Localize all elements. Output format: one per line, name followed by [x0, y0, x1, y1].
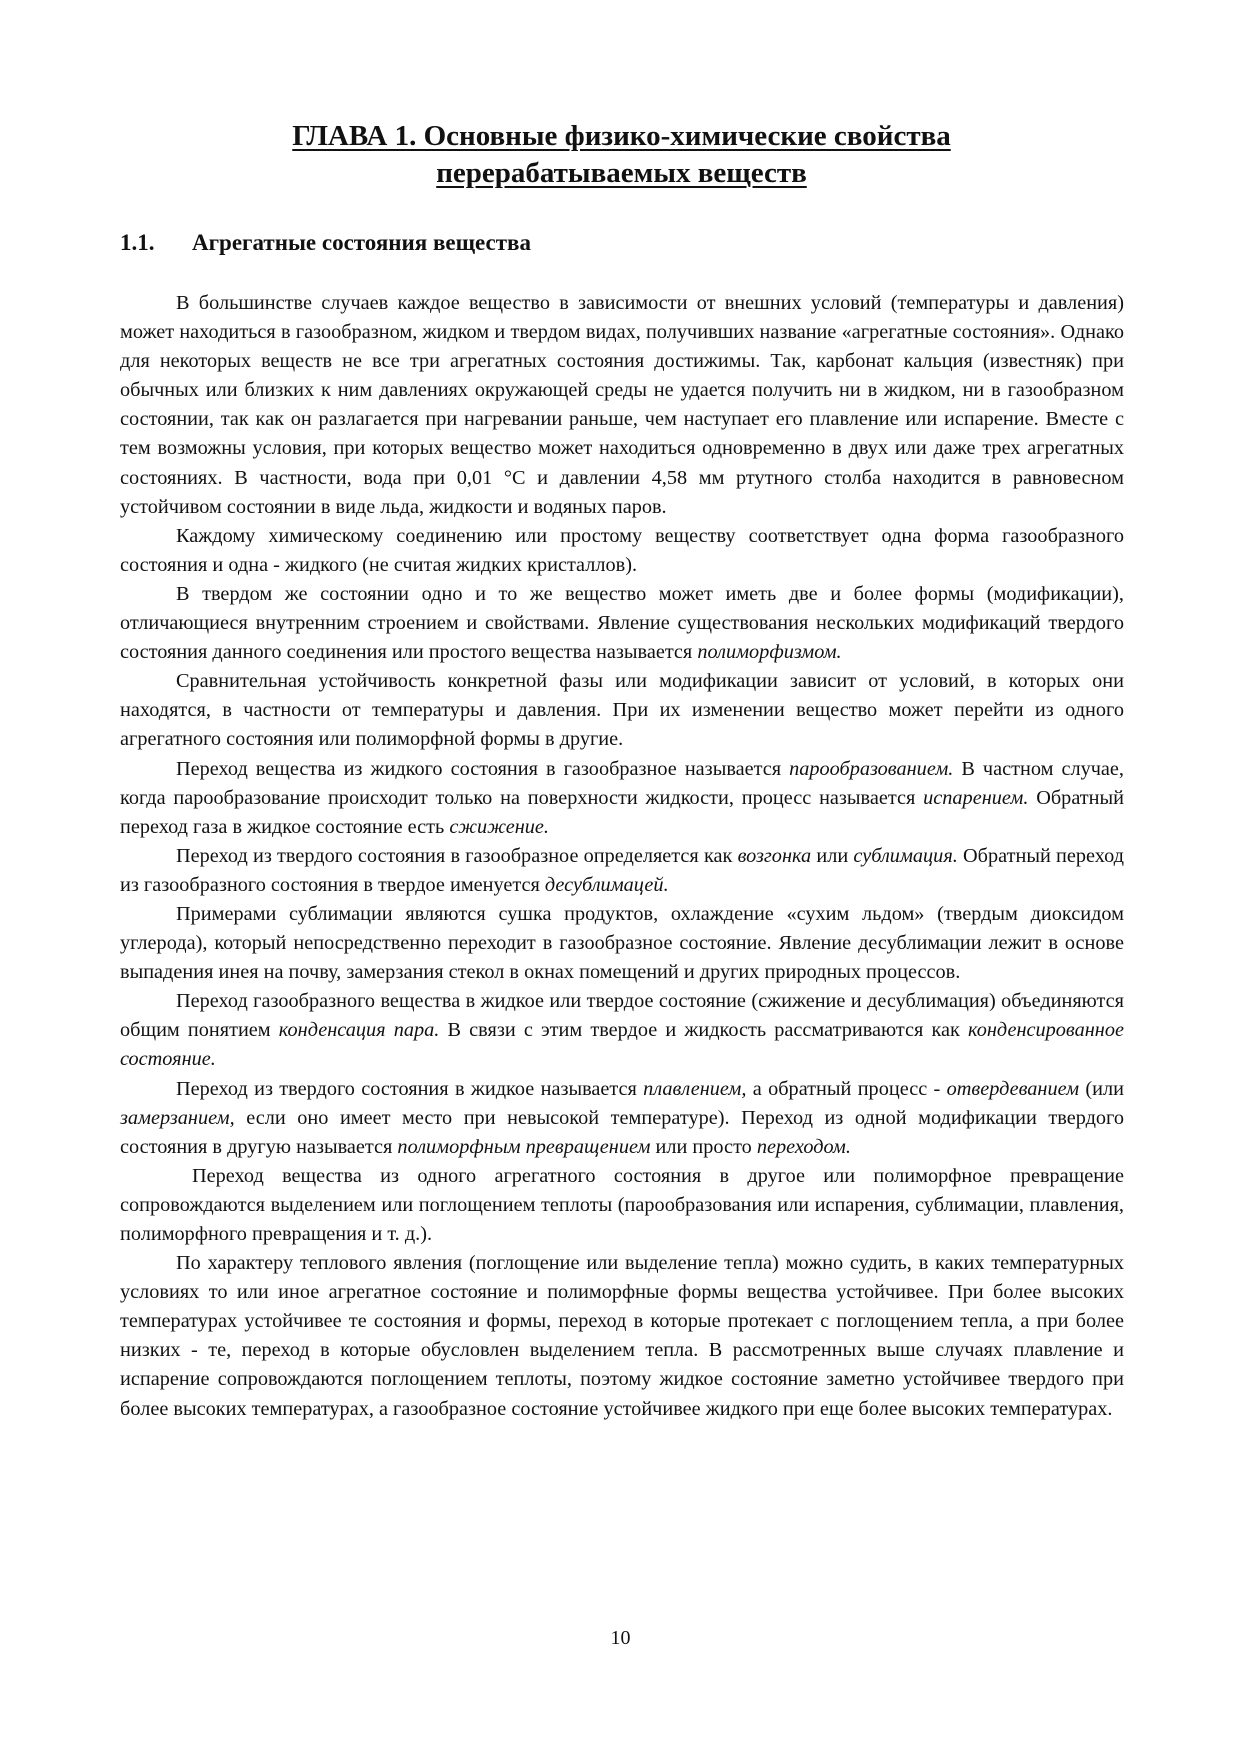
term-polymorphism: полиморфизмом. [697, 641, 842, 664]
paragraph-text: или [811, 844, 854, 867]
body-text [120, 289, 1124, 1424]
term-desublimation: десублимацей. [544, 873, 669, 896]
paragraph-text: а обратный процесс - [746, 1077, 947, 1100]
chapter-title [120, 118, 1123, 192]
term-evaporation: испарением. [923, 786, 1029, 809]
paragraph-8 [120, 987, 1124, 1074]
term-solidification: отвердеванием [946, 1077, 1080, 1100]
section-heading [120, 228, 531, 258]
section-title: Агрегатные состояния вещества [192, 230, 531, 255]
section-number: 1.1. [120, 230, 155, 255]
term-transition: переходом. [756, 1135, 851, 1158]
paragraph-text: В связи с этим твердое и жидкость рассматриваются как [439, 1019, 969, 1042]
paragraph-4: Сравнительная устойчивость конкретной фазы или модификации зависит от условий, в которых они находятся, в частности от температуры и давления. При их изменении вещество может перейти из одного агрегатного состояния или полиморфной формы в другие. [120, 670, 1124, 751]
paragraph-text: Обратный переход из газообразного состояния в твердое именуется [120, 844, 1125, 896]
term-condensed-state: конденсированное состояние. [120, 1019, 1124, 1071]
term-liquefaction: сжижение. [449, 815, 549, 838]
paragraph-10: Переход вещества из одного агрегатного состояния в другое или полиморфное превращение сопровождаются выделением или поглощением теплоты (парообразования или испарения, сублимации, плавления, полиморфного превращения и т. д.). [120, 1164, 1124, 1245]
term-sublimation-ru: возгонка [737, 844, 812, 867]
page-number: 10 [610, 1627, 631, 1649]
paragraph-11: По характеру теплового явления (поглощение или выделение тепла) можно судить, в каких температурных условиях то или иное агрегатное состояние и полиморфные формы вещества устойчивее. При более высоких температурах устойчивее те состояния и формы, переход в которые протекает с поглощением тепла, а при более низких - те, переход в которые обусловлен выделением тепла. В рассмотренных выше случаях плавление и испарение сопровождаются поглощением теплоты, поэтому жидкое состояние заметно устойчивее твердого при более высоких температурах, а газообразное состояние устойчивее жидкого при еще более высоких температурах. [120, 1252, 1124, 1420]
paragraph-7: Примерами сублимации являются сушка продуктов, охлаждение «сухим льдом» (твердым диоксидом углерода), который непосредственно переходит в газообразное состояние. Явление десублимации лежит в основе выпадения инея на почву, замерзания стекол в окнах помещений и других природных процессов. [120, 902, 1124, 984]
paragraph-text: Переход вещества из жидкого состояния в газообразное называется [176, 757, 790, 780]
paragraph-3 [120, 580, 1124, 667]
paragraph-2: Каждому химическому соединению или простому веществу соответствует одна форма газообразного состояния и одна - жидкого (не считая жидких кристаллов). [120, 524, 1124, 576]
paragraph-text: В твердом же состоянии одно и то же вещество может иметь две и более формы (модификации), отличающиеся внутренним строением и свойствами. Явление существования нескольких модификаций твердого состояния данного соединения или простого вещества называется [120, 582, 1124, 664]
paragraph-text: если оно имеет место при невысокой температуре). Переход из одной модификации твердого состояния в другую называется [120, 1106, 1124, 1158]
chapter-title-line-2: перерабатываемых веществ [436, 157, 807, 189]
term-freezing: замерзанием, [120, 1106, 235, 1129]
paragraph-text: (или [1079, 1077, 1124, 1100]
paragraph-9 [120, 1075, 1124, 1162]
paragraph-5 [120, 755, 1124, 842]
paragraph-text: В частном случае, когда парообразование происходит только на поверхности жидкости, процесс называется [120, 757, 1124, 809]
paragraph-text: Переход из твердого состояния в жидкое называется [176, 1077, 644, 1100]
paragraph-1: В большинстве случаев каждое вещество в зависимости от внешних условий (температуры и давления) может находиться в газообразном, жидком и твердом видах, получивших название «агрегатные состояния». Однако для некоторых веществ не все три агрегатных состояния достижимы. Так, карбонат кальция (известняк) при обычных или близких к ним давлениях окружающей среды не удается получить ни в жидком, ни в газообразном состоянии, так как он разлагается при нагревании раньше, чем наступает его плавление или испарение. Вместе с тем возможны условия, при которых вещество может находиться одновременно в двух или даже трех агрегатных состояниях. В частности, вода при 0,01 °С и давлении 4,58 мм ртутного столба находится в равновесном устойчивом состоянии в виде льда, жидкости и водяных паров. [120, 292, 1124, 518]
term-vaporization: парообразованием. [789, 757, 954, 780]
term-vapor-condensation: конденсация пара. [278, 1019, 440, 1042]
paragraph-text: Обратный переход газа в жидкое состояние есть [120, 786, 1124, 838]
paragraph-text: Переход газообразного вещества в жидкое или твердое состояние (сжижение и десублимация) объединяются общим понятием [120, 990, 1124, 1042]
paragraph-6 [120, 842, 1124, 900]
paragraph-text: или просто [650, 1135, 757, 1158]
chapter-title-line-1: ГЛАВА 1. Основные физико-химические свойства [292, 120, 951, 152]
term-polymorphic-transformation: полиморфным превращением [397, 1135, 651, 1158]
term-melting: плавлением, [643, 1077, 747, 1100]
term-sublimation: сублимация. [853, 844, 958, 867]
paragraph-text: Переход из твердого состояния в газообразное определяется как [176, 844, 738, 867]
